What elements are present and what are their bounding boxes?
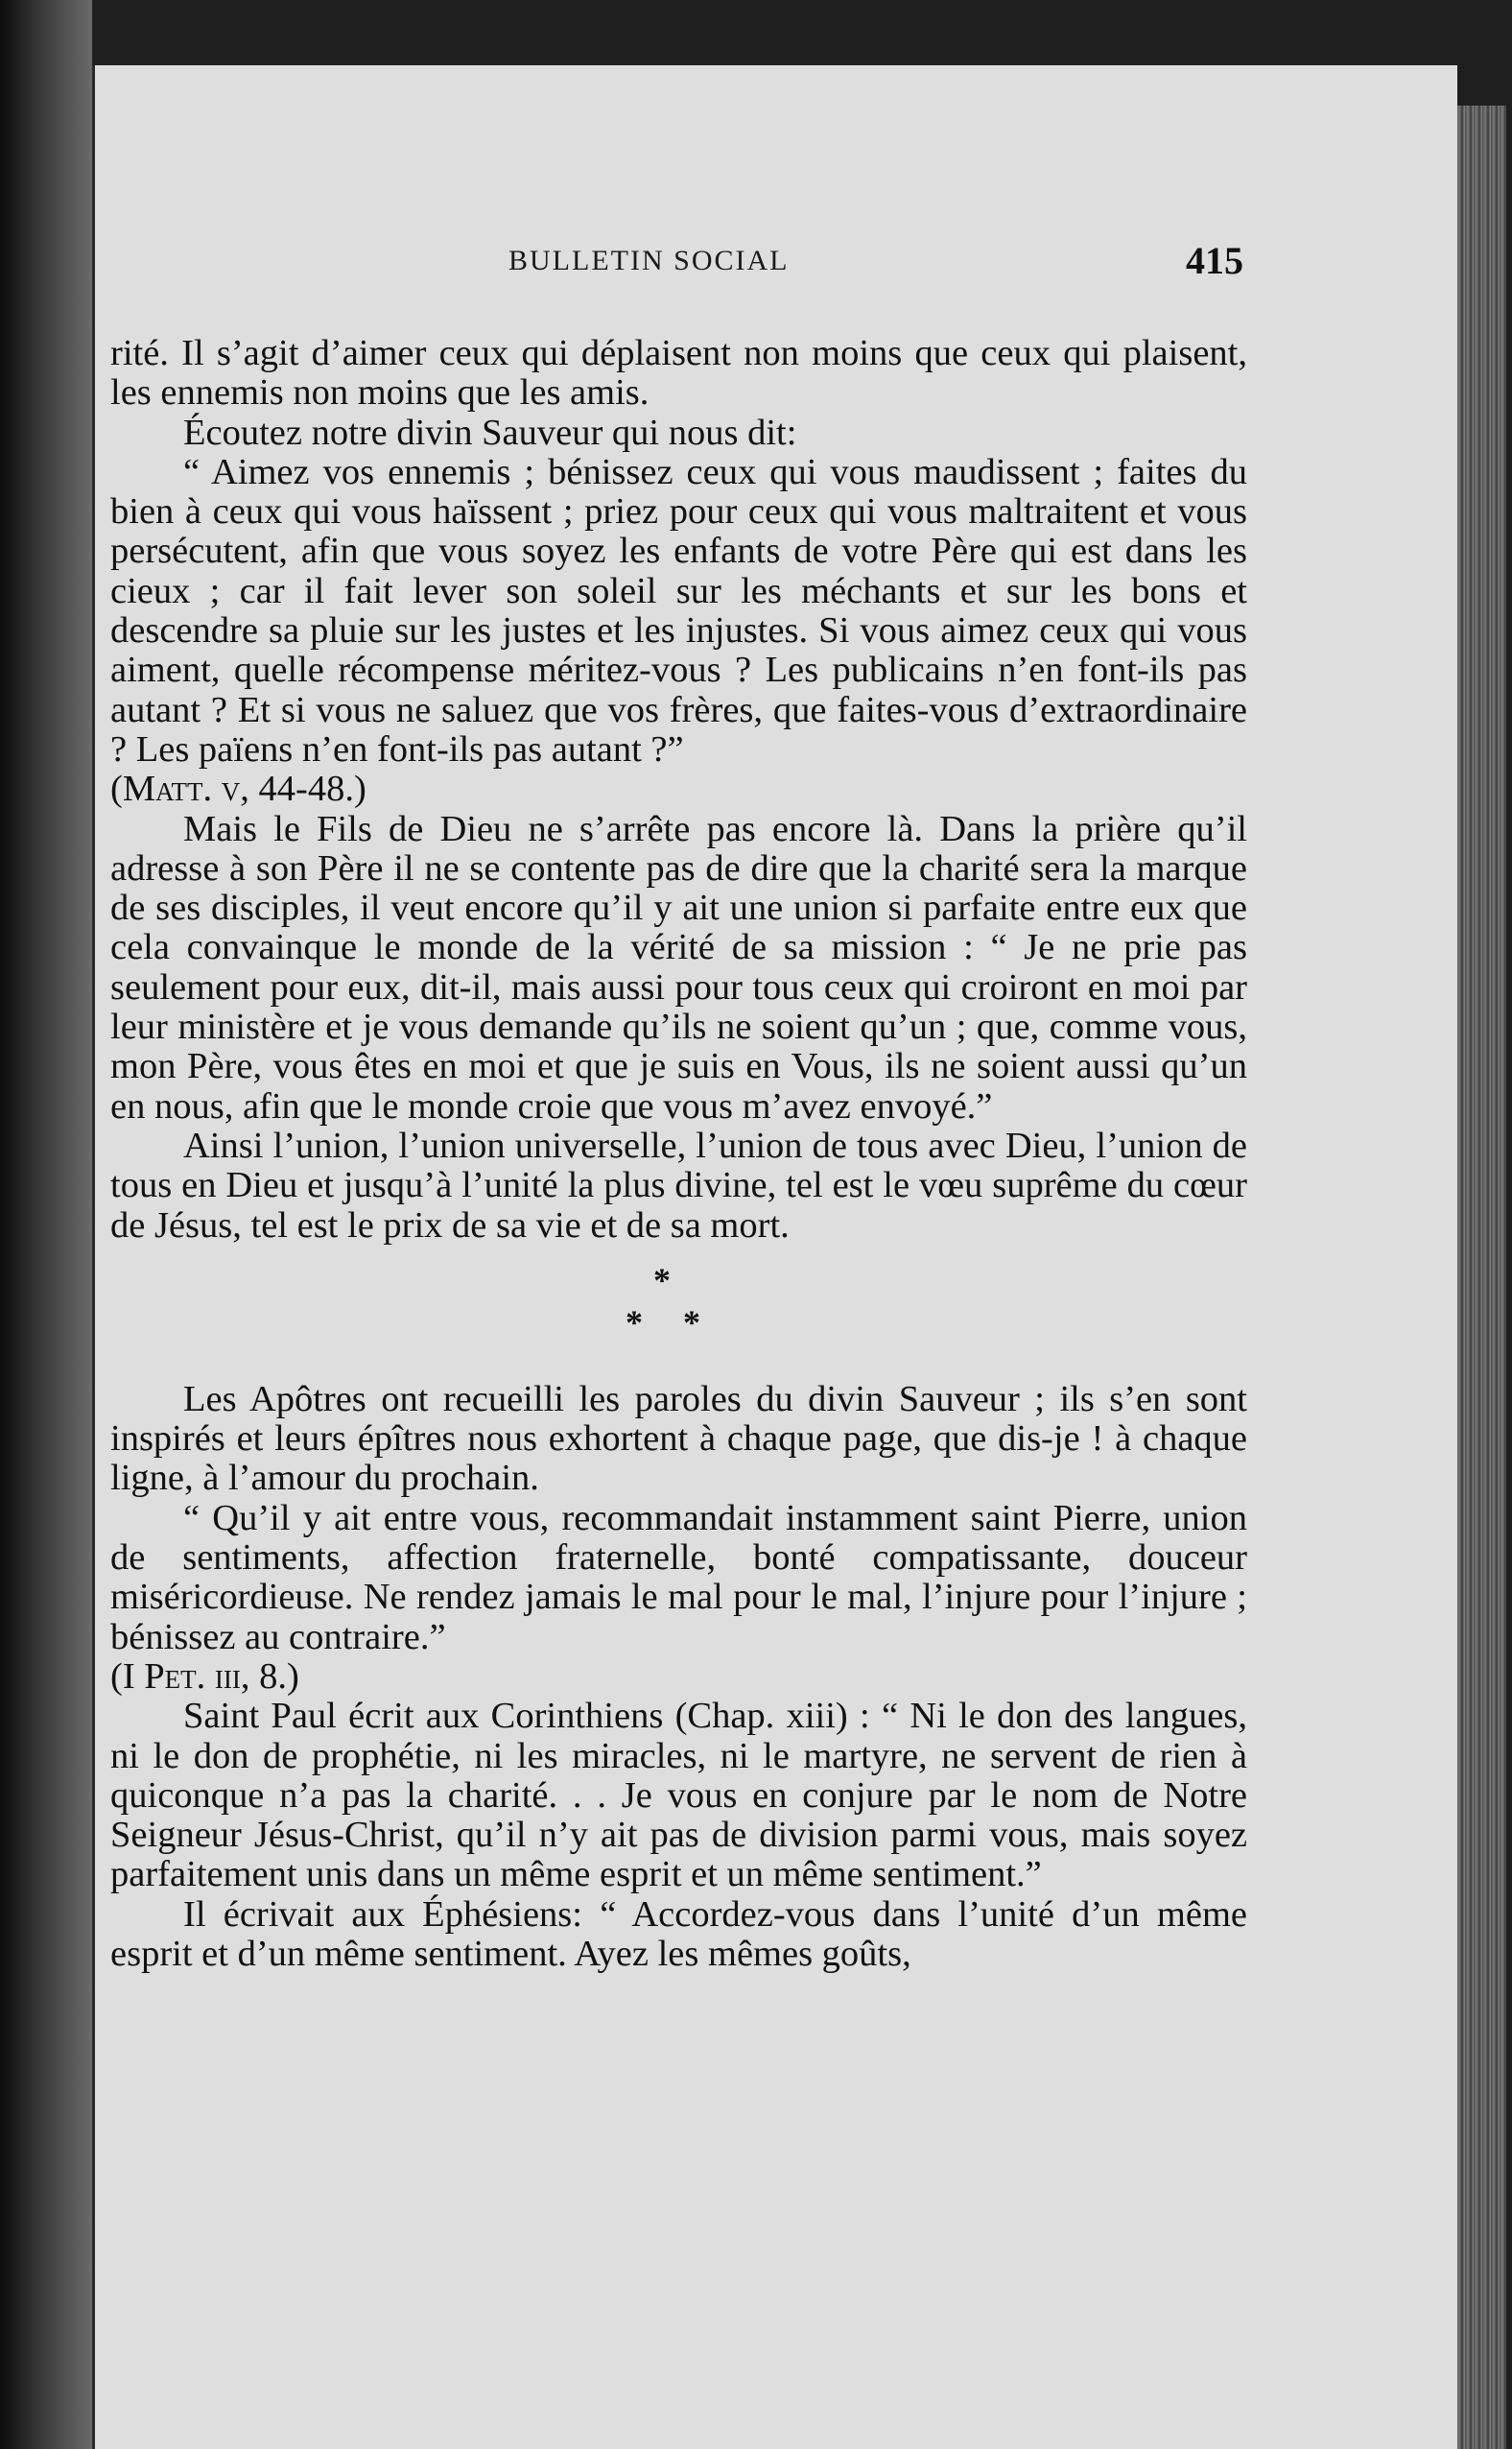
paragraph: Les Apôtres ont recueilli les paroles du divin Sauveur ; ils s’en sont inspirés et leurs épîtres nous exhortent à chaque page, que dis-je ! à chaque ligne, à l’amour du prochain.: [110, 1378, 1247, 1499]
asterisk: *: [683, 1302, 700, 1342]
page-number: 415: [1186, 239, 1243, 282]
facing-page-edge: [0, 0, 92, 2449]
paragraph: Écoutez notre divin Sauveur qui nous dit:: [183, 412, 797, 453]
paragraph: Ainsi l’union, l’union universelle, l’union de tous avec Dieu, l’union de tous en Dieu et jusqu’à l’unité la plus divine, tel est le vœu suprême du cœur de Jésus, tel est le prix de sa vie et de sa mort.: [110, 1125, 1247, 1246]
paragraph: Mais le Fils de Dieu ne s’arrête pas encore là. Dans la prière qu’il adresse à son Père il ne se contente pas de dire que la charité sera la marque de ses disciples, il veut encore qu’il y ait une union si parfaite entre eux que cela convainque le monde de la vérité de sa mission : “ Je ne prie pas seulement pour eux, dit-il, mais aussi pour tous ceux qui croiront en moi par leur ministère et je vous demande qu’ils ne soient qu’un ; que, comme vous, mon Père, vous êtes en moi et que je suis en Vous, ils ne soient aussi qu’un en nous, afin que le monde croie que vous m’avez envoyé.”: [110, 808, 1247, 1127]
paragraph: Saint Paul écrit aux Corinthiens (Chap. xiii) : “ Ni le don des langues, ni le don de prophétie, ni les miracles, ni le martyre, ne servent de rien à quiconque n’a pas la charité. . . Je vous en conjure par le nom de Notre Seigneur Jésus-Christ, qu’il n’y ait pas de division parmi vous, mais soyez parfaitement unis dans un même esprit et un même sentiment.”: [110, 1696, 1247, 1895]
quotation-paragraph: “ Qu’il y ait entre vous, recommandait instamment saint Pierre, union de sentiments, affection fraternelle, bonté compatissante, douceur miséricordieuse. Ne rendez jamais le mal pour le mal, l’injure pour l’injure ; bénissez au contraire.”: [110, 1497, 1247, 1657]
page-text: [110, 334, 1247, 1974]
scripture-reference: (Matt. v, 44-48.): [110, 769, 366, 810]
running-title: BULLETIN SOCIAL: [508, 245, 790, 276]
asterisk: *: [626, 1302, 643, 1342]
paragraph: rité. Il s’agit d’aimer ceux qui déplaisent non moins que ceux qui plaisent, les ennemis non moins que les amis.: [110, 333, 1247, 414]
paragraph: Il écrivait aux Éphésiens: “ Accordez-vous dans l’unité d’un même esprit et d’un même sentiment. Ayez les mêmes goûts,: [110, 1893, 1247, 1974]
quotation-paragraph: “ Aimez vos ennemis ; bénissez ceux qui vous maudissent ; faites du bien à ceux qui vous haïssent ; priez pour ceux qui vous maltraitent et vous persécutent, afin que vous soyez les enfants de votre Père qui est dans les cieux ; car il fait lever son soleil sur les méchants et sur les bons et descendre sa pluie sur les justes et les injustes. Si vous aimez ceux qui vous aiment, quelle récompense méritez-vous ? Les publicains n’en font-ils pas autant ? Et si vous ne saluez que vos frères, que faites-vous d’extraordinaire ? Les païens n’en font-ils pas autant ?”: [110, 451, 1247, 770]
section-break-asterism: [110, 1246, 1247, 1380]
scripture-reference: (I Pet. iii, 8.): [110, 1655, 299, 1697]
asterisk: *: [653, 1260, 671, 1299]
